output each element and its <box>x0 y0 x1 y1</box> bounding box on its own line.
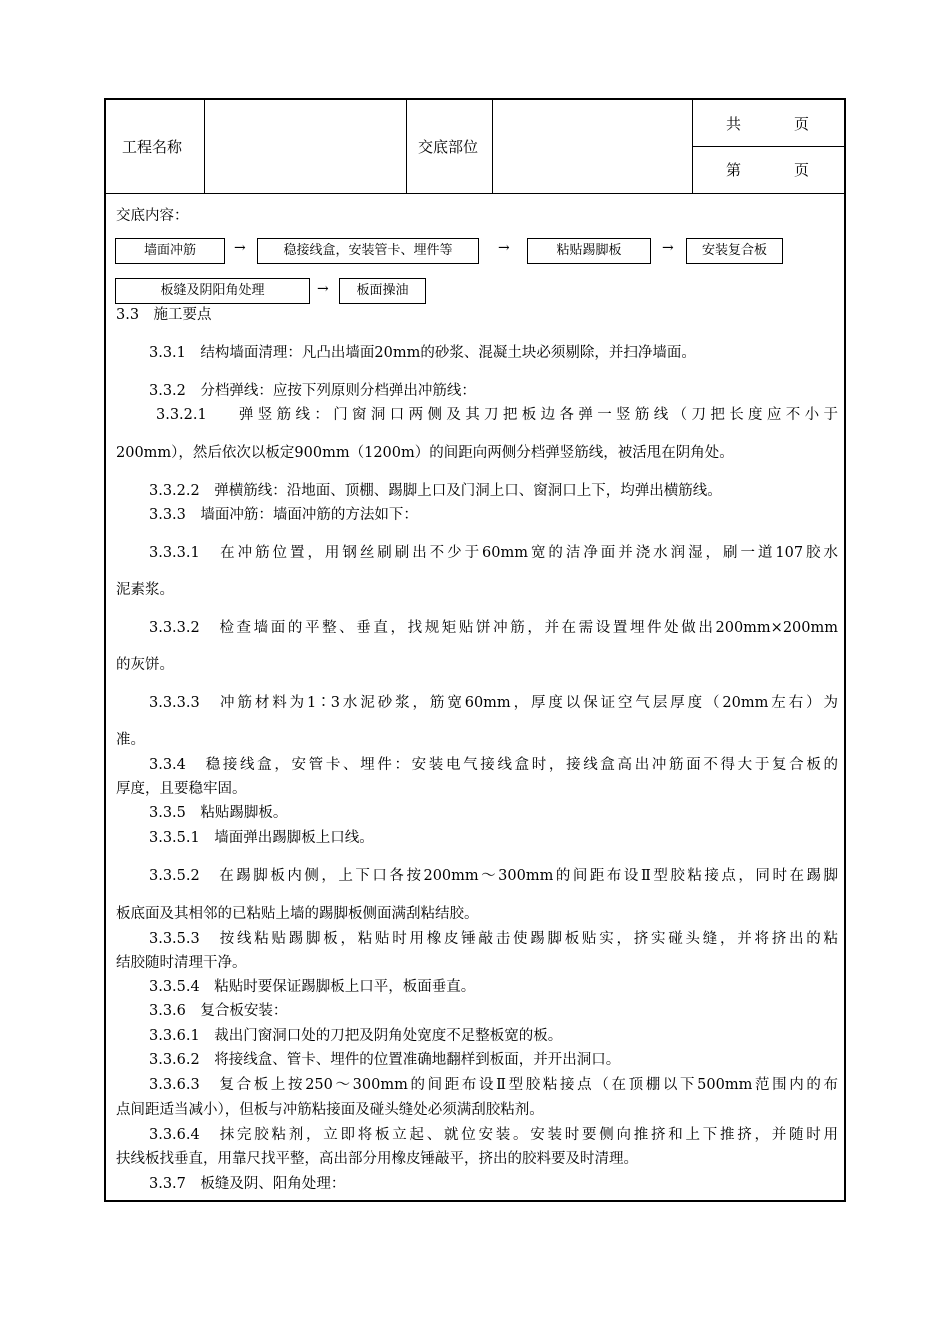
header-divider <box>692 146 844 147</box>
body-line: 3.3.3 墙面冲筋：墙面冲筋的方法如下： <box>149 507 418 523</box>
header-table <box>106 100 844 194</box>
body-line: 准。 <box>116 732 145 748</box>
flow-step: 粘贴踢脚板 <box>527 238 651 264</box>
body-line: 3.3.2.1 弹竖筋线：门窗洞口两侧及其刀把板边各弹一竖筋线（刀把长度应不小于 <box>156 407 838 423</box>
body-line: 3.3.3.1 在冲筋位置，用钢丝刷刷出不少于60mm宽的洁净面并浇水润湿，刷一道107胶水 <box>149 545 838 561</box>
body-line: 厚度，且要稳牢固。 <box>116 781 247 797</box>
total-pages-unit: 页 <box>794 115 810 133</box>
flow-arrow: → <box>234 240 246 256</box>
body-line: 3.3.7 板缝及阴、阳角处理： <box>149 1176 346 1192</box>
header-divider <box>204 100 205 193</box>
body-line: 3.3.6.3 复合板上按250～300mm的间距布设Ⅱ型胶粘接点（在顶棚以下500mm范围内的布 <box>149 1077 838 1093</box>
body-line: 3.3.5.1 墙面弹出踢脚板上口线。 <box>149 830 374 846</box>
body-line: 结胶随时清理干净。 <box>116 955 247 971</box>
project-name-label: 工程名称 <box>122 138 183 156</box>
flow-step: 墙面冲筋 <box>115 238 225 264</box>
body-line: 扶线板找垂直，用靠尺找平整，高出部分用橡皮锤敲平，挤出的胶料要及时清理。 <box>116 1151 638 1167</box>
body-line: 3.3.2.2 弹横筋线：沿地面、顶棚、踢脚上口及门洞上口、窗洞口上下，均弹出横筋线。 <box>149 483 722 499</box>
document-frame <box>104 98 846 1202</box>
body-line: 200mm），然后依次以板定900mm（1200m）的间距向两侧分档弹竖筋线，被活甩在阴角处。 <box>116 445 734 461</box>
flow-arrow: → <box>662 240 674 256</box>
total-pages-label: 共 <box>726 115 742 133</box>
section-heading: 3.3 施工要点 <box>116 307 212 323</box>
content-label: 交底内容： <box>116 208 189 224</box>
flow-step: 安装复合板 <box>686 238 783 264</box>
body-line: 3.3.4 稳接线盒，安管卡、埋件：安装电气接线盒时，接线盒高出冲筋面不得大于复合板的 <box>149 757 838 773</box>
body-line: 3.3.2 分档弹线：应按下列原则分档弹出冲筋线： <box>149 383 476 399</box>
body-line: 3.3.3.2 检查墙面的平整、垂直，找规矩贴饼冲筋，并在需设置埋件处做出200mm×200mm <box>149 620 838 636</box>
header-divider <box>492 100 493 193</box>
body-line: 3.3.6.4 抹完胶粘剂，立即将板立起、就位安装。安装时要侧向推挤和上下推挤，并随时用 <box>149 1127 838 1143</box>
body-line: 泥素浆。 <box>116 582 174 598</box>
flow-arrow: → <box>317 281 329 297</box>
flow-step: 板缝及阴阳角处理 <box>115 278 310 304</box>
page-number-label: 第 <box>726 161 742 179</box>
header-divider <box>406 100 407 193</box>
body-line: 3.3.1 结构墙面清理：凡凸出墙面20mm的砂浆、混凝土块必须剔除，并扫净墙面。 <box>149 345 696 361</box>
body-line: 3.3.3.3 冲筋材料为1∶3水泥砂浆，筋宽60mm，厚度以保证空气层厚度（20mm左右）为 <box>149 695 838 711</box>
flow-arrow: → <box>498 240 510 256</box>
flow-step: 稳接线盒，安装管卡、埋件等 <box>257 238 479 264</box>
body-line: 3.3.5.2 在踢脚板内侧，上下口各按200mm～300mm的间距布设Ⅱ型胶粘接点，同时在踢脚 <box>149 868 838 884</box>
body-line: 3.3.5 粘贴踢脚板。 <box>149 805 288 821</box>
body-line: 点间距适当减小），但板与冲筋粘接面及碰头缝处必须满刮胶粘剂。 <box>116 1102 544 1118</box>
body-line: 3.3.5.4 粘贴时要保证踢脚板上口平，板面垂直。 <box>149 979 476 995</box>
body-line: 3.3.6.1 裁出门窗洞口处的刀把及阴角处宽度不足整板宽的板。 <box>149 1028 563 1044</box>
flow-step: 板面操油 <box>339 278 426 304</box>
body-line: 3.3.5.3 按线粘贴踢脚板，粘贴时用橡皮锤敲击使踢脚板贴实，挤实碰头缝，并将挤出的粘 <box>149 931 838 947</box>
body-line: 板底面及其相邻的已粘贴上墙的踢脚板侧面满刮粘结胶。 <box>116 906 479 922</box>
body-line: 3.3.6.2 将接线盒、管卡、埋件的位置准确地翻样到板面，并开出洞口。 <box>149 1052 621 1068</box>
body-line: 的灰饼。 <box>116 657 174 673</box>
page-number-unit: 页 <box>794 161 810 179</box>
body-line: 3.3.6 复合板安装： <box>149 1003 288 1019</box>
location-label: 交底部位 <box>418 138 479 156</box>
